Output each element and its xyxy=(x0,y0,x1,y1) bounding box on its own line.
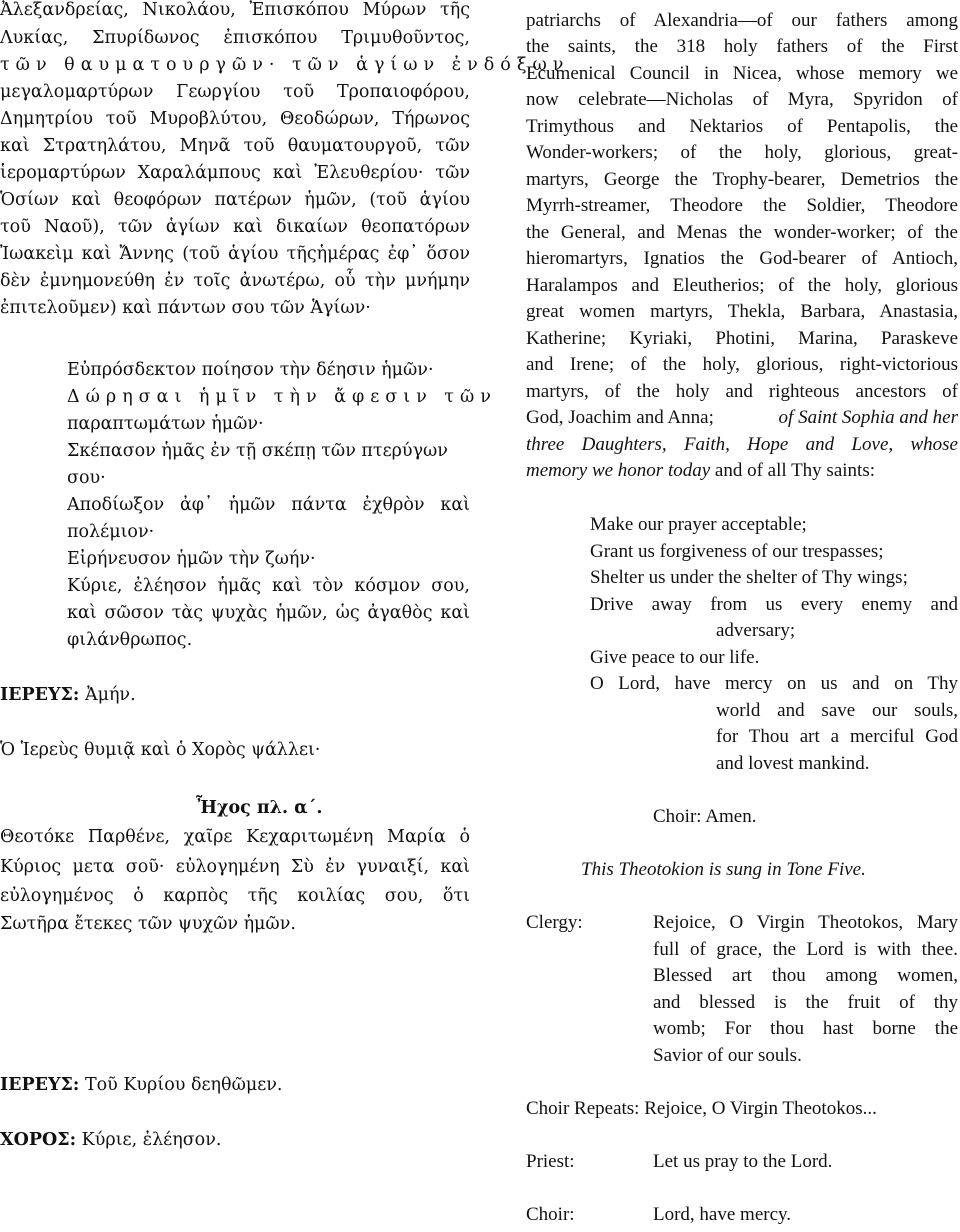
text-line: παραπτωμάτων ἡμῶν· xyxy=(67,414,264,434)
rubric-tone-note: This Theotokion is sung in Tone Five. xyxy=(581,859,866,880)
text-line: Δώρησαι ἡμῖν τὴν ἄφεσιν τῶν xyxy=(67,387,497,407)
text-line: τῶν θαυματουργῶν· τῶν ἁγίων ἐνδόξων xyxy=(0,55,570,75)
text-line: καὶ σῶσον τὰς ψυχὰς ἡμῶν, ὡς ἀγαθὸς καὶ xyxy=(67,603,470,623)
text-line: world and save our souls, xyxy=(716,700,958,721)
priest-label: Priest: xyxy=(526,1151,575,1172)
text-line: ἐπιτελοῦμεν) καὶ πάντων σου τῶν Ἁγίων· xyxy=(0,298,371,318)
text-line: δὲν ἐμνημονεύθη ἐν τοῖς ἀνωτέρω, οὗ τὴν μνήμην xyxy=(0,271,470,291)
text-line: Κύριος μετα σοῦ· εὐλογημένη Σὺ ἐν γυναιξί, καὶ xyxy=(0,857,470,877)
text-line: three Daughters, Faith, Hope and Love, whose xyxy=(526,434,958,455)
text-line: Θεοτόκε Παρθένε, χαῖρε Κεχαριτωμένη Μαρία ὁ xyxy=(0,827,470,847)
speaker-label: ΙΕΡΕΥΣ: xyxy=(0,1075,80,1095)
text-line: and Irene; of the holy, glorious, right-victorious xyxy=(526,354,958,375)
choir-repeats: Choir Repeats: Rejoice, O Virgin Theotokos... xyxy=(526,1098,877,1119)
text-line: Δημητρίου τοῦ Μυροβλύτου, Θεοδώρων, Τήρωνος xyxy=(0,109,470,129)
priest-amen-line xyxy=(0,685,136,705)
text-line: Drive away from us every enemy and xyxy=(590,594,958,615)
text-line: Εἰρήνευσον ἡμῶν τὴν ζωήν· xyxy=(67,549,316,569)
text-line: Σκέπασον ἡμᾶς ἐν τῇ σκέπῃ τῶν πτερύγων xyxy=(67,441,448,461)
text-line: great women martyrs, Thekla, Barbara, Anastasia, xyxy=(526,301,958,322)
text-line: Σωτῆρα ἔτεκες τῶν ψυχῶν ἡμῶν. xyxy=(0,914,296,934)
text-line: and blessed is the fruit of thy xyxy=(653,992,958,1013)
text-line: πολέμιον· xyxy=(67,522,155,542)
text-line: Ἰωακεὶμ καὶ Ἄννης (τοῦ ἁγίου τῆςἡμέρας ἐφ᾽ ὅσον xyxy=(0,244,470,264)
tone-heading: Ἦχος πλ. α΄. xyxy=(196,798,323,818)
choir-label: Choir: xyxy=(526,1204,575,1225)
text-line: Wonder-workers; of the holy, glorious, great- xyxy=(526,142,958,163)
choir-text: Lord, have mercy. xyxy=(653,1204,792,1225)
text-line: τοῦ Ναοῦ), τῶν ἁγίων καὶ δικαίων θεοπατόρων xyxy=(0,217,470,237)
text-line: μεγαλομαρτύρων Γεωργίου τοῦ Τροπαιοφόρου, xyxy=(0,82,470,102)
text-line: full of grace, the Lord is with thee. xyxy=(653,939,958,960)
text-line: martyrs, George the Trophy-bearer, Demetrios the xyxy=(526,169,958,190)
text-line: σου· xyxy=(67,468,106,488)
speaker-text: Ἀμήν. xyxy=(84,685,136,705)
text-line: for Thou art a merciful God xyxy=(716,726,958,747)
text-line: Make our prayer acceptable; xyxy=(590,514,807,535)
text-line: Rejoice, O Virgin Theotokos, Mary xyxy=(653,912,958,933)
speaker-text: Κύριε, ἐλέησον. xyxy=(81,1130,222,1150)
text-line: Katherine; Kyriaki, Photini, Marina, Paraskeve xyxy=(526,328,958,349)
text-line: the saints, the 318 holy fathers of the First xyxy=(526,36,958,57)
text-line: martyrs, of the holy and righteous ancestors of xyxy=(526,381,958,402)
text-line: εὐλογημένος ὁ καρπὸς τῆς κοιλίας σου, ὅτι xyxy=(0,886,470,906)
text-line: Ἀλεξανδρείας, Νικολάου, Ἐπισκόπου Μύρων τῆς xyxy=(0,0,470,20)
text-segment-italic: of Saint Sophia and her xyxy=(778,407,958,428)
priest-text: Let us pray to the Lord. xyxy=(653,1151,833,1172)
text-line: φιλάνθρωπος. xyxy=(67,630,193,650)
text-line: Blessed art thou among women, xyxy=(653,965,958,986)
clergy-label: Clergy: xyxy=(526,912,583,933)
text-line: Αποδίωξον ἀφ᾽ ἡμῶν πάντα ἐχθρὸν καὶ xyxy=(67,495,470,515)
choir-amen: Choir: Amen. xyxy=(653,806,757,827)
text-line: Myrrh-streamer, Theodore the Soldier, Theodore xyxy=(526,195,958,216)
text-segment: and of all Thy saints: xyxy=(714,460,875,481)
choir-response-line xyxy=(0,1130,221,1150)
text-line: Grant us forgiveness of our trespasses; xyxy=(590,541,884,562)
text-line: and lovest mankind. xyxy=(716,753,870,774)
text-line: adversary; xyxy=(716,620,796,641)
text-line: Savior of our souls. xyxy=(653,1045,802,1066)
text-line: Trimythous and Nektarios of Pentapolis, the xyxy=(526,116,958,137)
text-line: Ὁσίων καὶ θεοφόρων πατέρων ἡμῶν, (τοῦ ἁγίου xyxy=(0,190,470,210)
rubric-incense: Ὁ Ἱερεὺς θυμιᾷ καὶ ὁ Χορὸς ψάλλει· xyxy=(0,740,321,760)
speaker-label: ΧΟΡΟΣ: xyxy=(0,1130,77,1150)
text-line: Ecumenical Council in Nicea, whose memory we xyxy=(526,63,958,84)
text-line: ἱερομαρτύρων Χαραλάμπους καὶ Ἐλευθερίου· τῶν xyxy=(0,163,470,183)
english-column xyxy=(526,0,958,1232)
text-line: now celebrate—Nicholas of Myra, Spyridon of xyxy=(526,89,958,110)
text-line xyxy=(526,407,958,429)
text-line: patriarchs of Alexandria—of our fathers among xyxy=(526,10,958,31)
text-line xyxy=(526,460,958,482)
text-line: womb; For thou hast borne the xyxy=(653,1018,958,1039)
speaker-label: ΙΕΡΕΥΣ: xyxy=(0,685,80,705)
text-segment: God, Joachim and Anna; xyxy=(526,407,714,428)
text-line: Κύριε, ἐλέησον ἡμᾶς καὶ τὸν κόσμον σου, xyxy=(67,576,470,596)
priest-petition-line xyxy=(0,1075,282,1095)
text-line: Λυκίας, Σπυρίδωνος ἐπισκόπου Τριμυθοῦντος, xyxy=(0,28,470,48)
text-line: Εὐπρόσδεκτον ποίησον τὴν δέησιν ἡμῶν· xyxy=(67,360,434,380)
speaker-text: Τοῦ Κυρίου δεηθῶμεν. xyxy=(84,1075,283,1095)
text-line: Haralampos and Eleutherios; of the holy, glorious xyxy=(526,275,958,296)
text-segment-italic: memory we honor today xyxy=(526,460,711,481)
text-line: Shelter us under the shelter of Thy wings; xyxy=(590,567,908,588)
text-line: Give peace to our life. xyxy=(590,647,760,668)
text-line: hieromartyrs, Ignatios the God-bearer of Antioch, xyxy=(526,248,958,269)
text-line: the General, and Menas the wonder-worker; of the xyxy=(526,222,958,243)
text-line: O Lord, have mercy on us and on Thy xyxy=(590,673,958,694)
text-line: καὶ Στρατηλάτου, Μηνᾶ τοῦ θαυματουργοῦ, τῶν xyxy=(0,136,470,156)
